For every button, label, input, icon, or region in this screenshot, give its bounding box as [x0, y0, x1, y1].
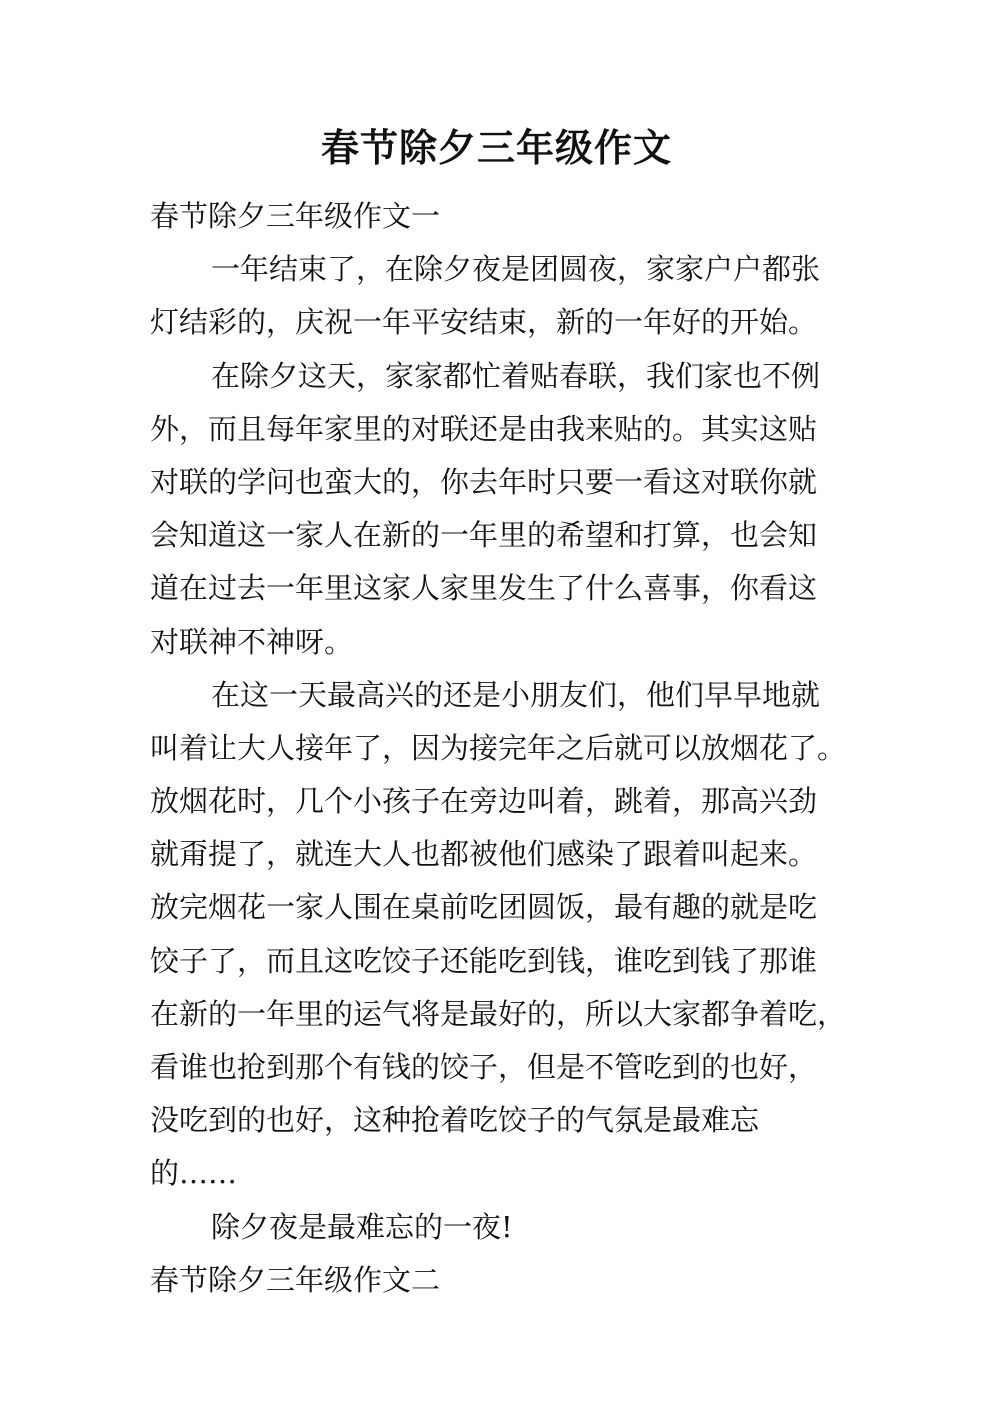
text-line: 在这一天最高兴的还是小朋友们，他们早早地就 [211, 677, 821, 712]
text-line: 放烟花时，几个小孩子在旁边叫着，跳着，那高兴劲 [150, 784, 818, 819]
text-line: 看谁也抢到那个有钱的饺子，但是不管吃到的也好， [150, 1050, 818, 1084]
text-line: 在新的一年里的运气将是最好的，所以大家都争着吃， [150, 996, 847, 1031]
text-line: 灯结彩的，庆祝一年平安结束，新的一年好的开始。 [150, 305, 818, 340]
text-line: 在除夕这天，家家都忙着贴春联，我们家也不例 [211, 358, 821, 393]
text-line: 春节除夕三年级作文一 [150, 199, 441, 233]
text-line: 春节除夕三年级作文二 [150, 1262, 441, 1297]
document-body [150, 190, 850, 1307]
text-line: 除夕夜是最难忘的一夜! [211, 1209, 513, 1244]
text-line: 饺子了，而且这吃饺子还能吃到钱，谁吃到钱了那谁 [150, 943, 818, 978]
text-line: 对联神不神呀。 [150, 624, 354, 659]
text-line: 就甭提了，就连大人也都被他们感染了跟着叫起来。 [150, 837, 818, 872]
text-line: 会知道这一家人在新的一年里的希望和打算，也会知 [150, 518, 818, 553]
text-line: 的…… [150, 1156, 238, 1191]
text-line: 道在过去一年里这家人家里发生了什么喜事，你看这 [150, 571, 818, 606]
document-title: 春节除夕三年级作文 [320, 126, 672, 170]
text-line: 叫着让大人接年了，因为接完年之后就可以放烟花了。 [150, 730, 847, 765]
text-line: 放完烟花一家人围在桌前吃团圆饭，最有趣的就是吃 [150, 890, 818, 925]
text-line: 外，而且每年家里的对联还是由我来贴的。其实这贴 [150, 411, 818, 446]
text-line: 没吃到的也好，这种抢着吃饺子的气氛是最难忘 [150, 1103, 760, 1138]
text-line: 一年结束了，在除夕夜是团圆夜，家家户户都张 [211, 252, 821, 287]
text-line: 对联的学问也蛮大的，你去年时只要一看这对联你就 [150, 464, 818, 499]
